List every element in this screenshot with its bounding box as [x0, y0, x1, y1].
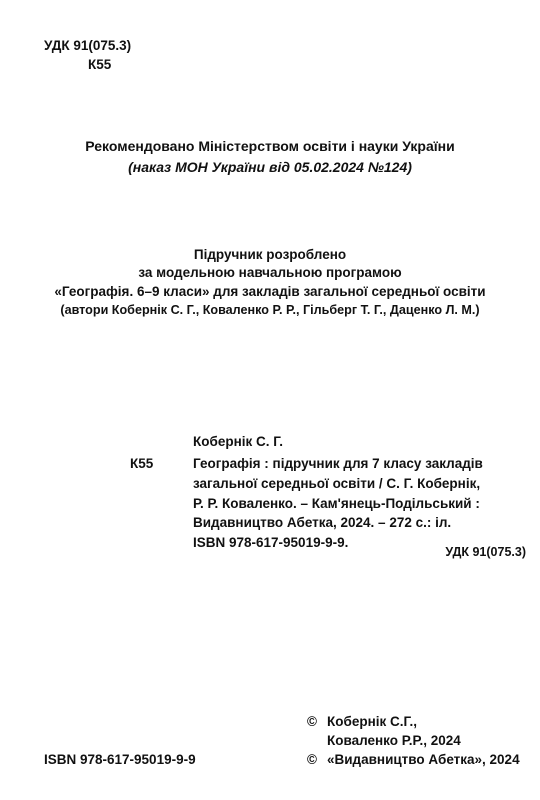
catalog-author-code: К55	[130, 456, 154, 471]
program-line-3: «Географія. 6–9 класи» для закладів загальної середньої освіти	[54, 284, 486, 299]
udk-code-top: УДК 91(075.3)	[44, 38, 132, 53]
catalog-description-line: Географія : підручник для 7 класу закладів	[193, 456, 483, 471]
program-line-1: Підручник розроблено	[193, 247, 347, 262]
program-authors-line: (автори Кобернік С. Г., Коваленко Р. Р., Гільберг Т. Г., Даценко Л. М.)	[60, 303, 480, 317]
catalog-isbn-line: ISBN 978-617-95019-9-9.	[193, 535, 349, 550]
recommendation-text: Рекомендовано Міністерством освіти і науки України	[85, 138, 455, 154]
copyright-symbol: ©	[307, 714, 317, 729]
copyright-author-1: Кобернік С.Г.,	[327, 714, 417, 729]
catalog-description-line: Видавництво Абетка, 2024. – 272 с.: іл.	[193, 515, 452, 530]
program-line-2: за модельною навчальною програмою	[138, 265, 402, 280]
isbn-footer: ISBN 978-617-95019-9-9	[44, 752, 196, 767]
copyright-author-2: Коваленко Р.Р., 2024	[327, 733, 461, 748]
catalog-description-line: Р. Р. Коваленко. – Кам'янець-Подільський :	[193, 496, 480, 511]
catalog-author-heading: Кобернік С. Г.	[193, 434, 283, 449]
catalog-description-line: загальної середньої освіти / С. Г. Кобернік,	[193, 476, 481, 491]
bbk-code-top: К55	[88, 57, 112, 72]
udk-code-right: УДК 91(075.3)	[445, 545, 526, 559]
copyright-publisher: «Видавництво Абетка», 2024	[327, 752, 520, 767]
copyright-symbol: ©	[307, 752, 317, 767]
ministry-order-text: (наказ МОН України від 05.02.2024 №124)	[128, 159, 412, 175]
